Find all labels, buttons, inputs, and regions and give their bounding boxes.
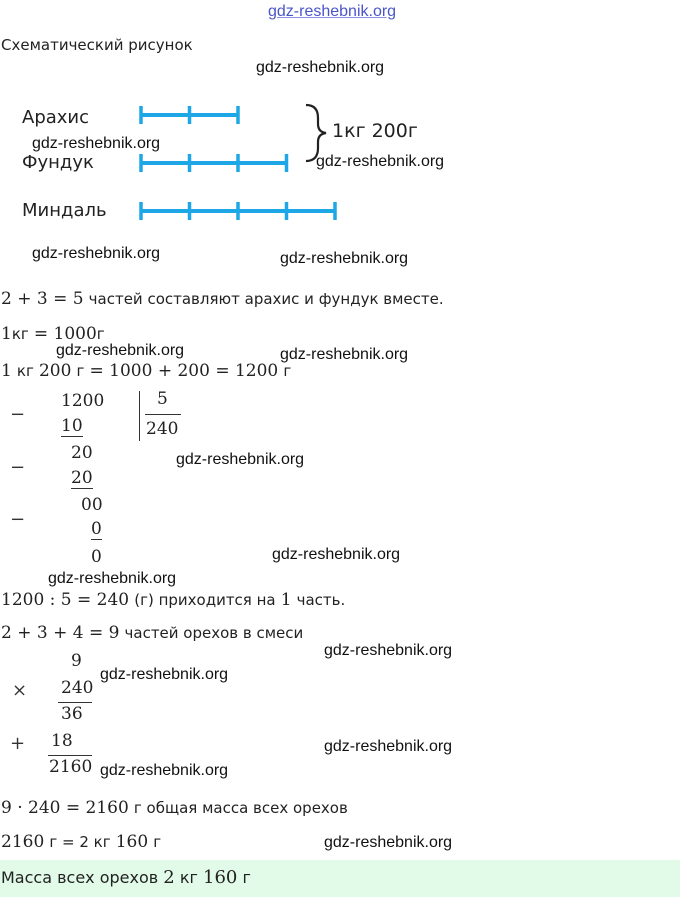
math: 1	[1, 324, 12, 344]
watermark: gdz-reshebnik.org	[100, 666, 229, 683]
label-almond: Миндаль	[22, 200, 107, 221]
minus-sign: −	[10, 509, 26, 530]
product-line	[58, 702, 92, 703]
heading: Схематический рисунок	[1, 36, 193, 54]
times-sign: ×	[12, 680, 28, 701]
unit: г	[96, 325, 105, 343]
text: г = 2 кг	[49, 833, 111, 851]
math: 160	[115, 832, 149, 852]
unit: г	[283, 362, 292, 380]
division-bar	[139, 391, 140, 441]
answer-line	[1, 867, 251, 888]
text: г	[153, 833, 162, 851]
math: = 1000	[33, 324, 97, 344]
text: г общая масса всех орехов	[133, 799, 348, 817]
minus-sign: −	[10, 457, 26, 478]
divisor: 5	[157, 389, 168, 409]
line-total-parts	[1, 623, 303, 643]
label-peanut: Арахис	[22, 107, 90, 128]
unit: кг	[11, 325, 29, 343]
segment-bars	[141, 106, 335, 220]
text: (г) приходится на	[134, 591, 276, 609]
product-result: 2160	[49, 757, 93, 777]
text: часть.	[296, 591, 346, 609]
unit: г	[242, 868, 251, 887]
watermark: gdz-reshebnik.org	[56, 342, 185, 359]
math: 9 · 240 = 2160	[1, 798, 129, 818]
watermark: gdz-reshebnik.org	[32, 135, 161, 152]
watermark: gdz-reshebnik.org	[272, 546, 401, 563]
subtrahend-1: 10	[61, 416, 83, 436]
watermark: gdz-reshebnik.org	[48, 570, 177, 587]
watermark: gdz-reshebnik.org	[32, 245, 161, 262]
math: 200	[38, 361, 72, 381]
top-watermark[interactable]: gdz-reshebnik.org	[268, 3, 397, 20]
quotient-line	[145, 414, 181, 415]
line-parts-peanut-hazelnut	[1, 289, 444, 309]
partial-product-2: 18	[51, 731, 73, 751]
dividend: 1200	[61, 391, 105, 411]
line-one-part	[1, 590, 345, 610]
multiplicand: 240	[61, 678, 94, 698]
watermark: gdz-reshebnik.org	[280, 346, 409, 363]
text: частей орехов в смеси	[124, 624, 304, 642]
math: 2160	[1, 832, 45, 852]
remainder-1: 20	[71, 443, 93, 463]
unit: кг	[16, 362, 34, 380]
watermark: gdz-reshebnik.org	[280, 250, 409, 267]
watermark: gdz-reshebnik.org	[100, 762, 229, 779]
subtrahend-2: 20	[71, 468, 93, 488]
minus-sign: −	[10, 404, 26, 425]
math: = 1000 + 200 = 1200	[89, 361, 279, 381]
math: 1	[1, 361, 12, 381]
quotient: 240	[146, 419, 179, 439]
watermark: gdz-reshebnik.org	[324, 834, 453, 851]
answer-text: Масса всех орехов	[1, 868, 159, 887]
line-mass-conversion	[1, 832, 161, 852]
watermark: gdz-reshebnik.org	[324, 738, 453, 755]
remainder-3: 0	[91, 547, 102, 567]
brace-label: 1кг 200г	[332, 120, 418, 142]
partial-product-1: 36	[61, 704, 83, 724]
plus-sign: +	[10, 733, 26, 754]
line-total-mass	[1, 798, 348, 818]
watermark: gdz-reshebnik.org	[256, 59, 385, 76]
remainder-2: 00	[81, 495, 103, 515]
math: 2 + 3 + 4 = 9	[1, 623, 120, 643]
watermark: gdz-reshebnik.org	[324, 642, 453, 659]
math: 2	[163, 867, 175, 888]
watermark: gdz-reshebnik.org	[316, 153, 445, 170]
multiplier: 9	[71, 651, 82, 671]
watermark: gdz-reshebnik.org	[176, 451, 305, 468]
sum-line	[48, 755, 92, 756]
math: 1200 : 5 = 240	[1, 590, 130, 610]
label-hazelnut: Фундук	[22, 152, 94, 173]
text: частей составляют арахис и фундук вместе.	[88, 290, 444, 308]
subtrahend-3: 0	[91, 519, 102, 539]
math: 2 + 3 = 5	[1, 289, 84, 309]
unit: г	[76, 362, 85, 380]
math: 160	[203, 867, 238, 888]
line-total-grams	[1, 361, 291, 381]
math: 1	[280, 590, 292, 610]
line-kg-conversion	[1, 324, 105, 344]
unit: кг	[179, 868, 198, 887]
